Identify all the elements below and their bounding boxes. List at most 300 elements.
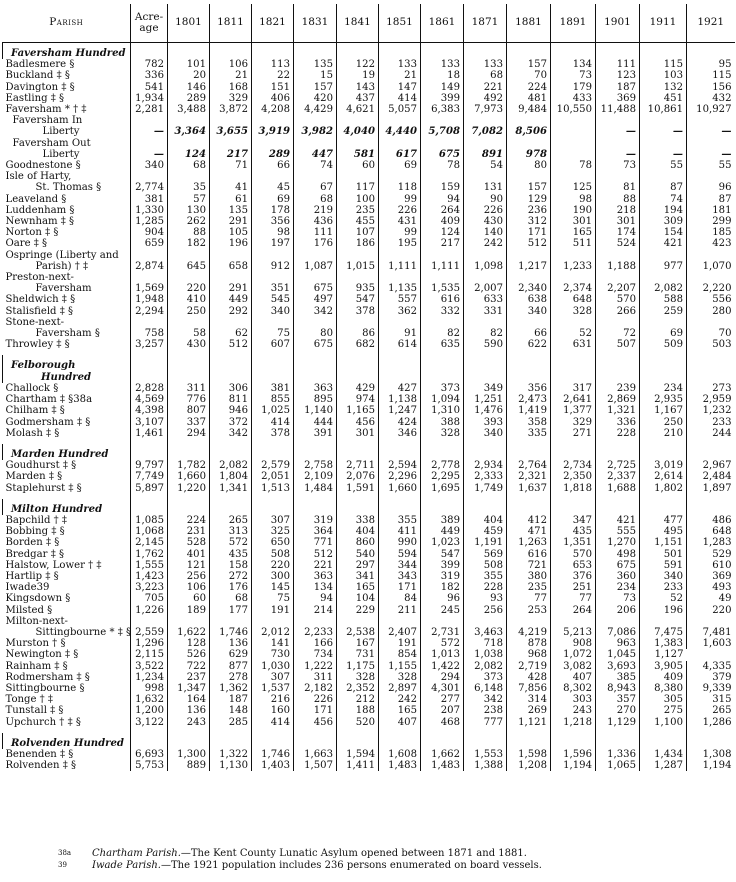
empty-cell bbox=[294, 733, 337, 749]
value-cell bbox=[210, 250, 252, 261]
value-cell: 146 bbox=[168, 82, 210, 93]
value-cell: 342 bbox=[294, 306, 337, 317]
empty-cell bbox=[168, 444, 210, 460]
value-cell: 963 bbox=[596, 638, 640, 649]
value-cell: 369 bbox=[596, 93, 640, 104]
value-cell: 594 bbox=[379, 549, 421, 560]
value-cell: 509 bbox=[640, 339, 687, 355]
value-cell bbox=[421, 272, 464, 283]
value-cell: 285 bbox=[210, 717, 252, 733]
value-cell: 501 bbox=[640, 549, 687, 560]
value-cell bbox=[687, 272, 735, 283]
value-cell: 1,140 bbox=[294, 405, 337, 416]
value-cell: 6,148 bbox=[464, 683, 507, 694]
footnote-mark: 38a bbox=[58, 849, 72, 857]
table-row bbox=[3, 115, 735, 137]
value-cell bbox=[379, 171, 421, 182]
value-cell: 80 bbox=[507, 160, 551, 171]
value-cell: 477 bbox=[640, 515, 687, 526]
empty-cell bbox=[551, 372, 596, 383]
table-row bbox=[3, 306, 735, 317]
value-cell: 177 bbox=[210, 605, 252, 616]
value-cell: 1,537 bbox=[252, 683, 294, 694]
value-cell: 145 bbox=[252, 582, 294, 593]
empty-cell bbox=[421, 733, 464, 749]
value-cell: 771 bbox=[294, 537, 337, 548]
value-cell: 512 bbox=[210, 339, 252, 355]
value-cell: 435 bbox=[551, 526, 596, 537]
value-cell bbox=[421, 250, 464, 261]
empty-cell bbox=[551, 444, 596, 460]
parish-label: Newington ‡ § bbox=[5, 649, 79, 661]
column-header: Acre-age bbox=[131, 4, 168, 43]
value-cell: 158 bbox=[210, 560, 252, 571]
empty-cell bbox=[252, 372, 294, 383]
empty-cell bbox=[337, 355, 379, 371]
value-cell: 633 bbox=[464, 294, 507, 305]
table-row bbox=[3, 661, 735, 672]
empty-cell bbox=[507, 444, 551, 460]
empty-cell bbox=[640, 355, 687, 371]
value-cell: 210 bbox=[640, 428, 687, 444]
value-cell: 492 bbox=[464, 93, 507, 104]
value-cell: 149 bbox=[421, 82, 464, 93]
value-cell: 2,959 bbox=[687, 394, 735, 405]
value-cell: 305 bbox=[640, 694, 687, 705]
value-cell: 358 bbox=[507, 417, 551, 428]
value-cell: 272 bbox=[210, 571, 252, 582]
value-cell: 399 bbox=[421, 560, 464, 571]
value-cell: 87 bbox=[687, 194, 735, 205]
value-cell: 207 bbox=[421, 705, 464, 716]
value-cell: 511 bbox=[551, 238, 596, 249]
value-cell: 569 bbox=[464, 549, 507, 560]
table-row bbox=[3, 138, 735, 160]
hundred-heading-row bbox=[3, 372, 735, 383]
value-cell: 4,335 bbox=[687, 661, 735, 672]
value-cell: 891 bbox=[464, 138, 507, 160]
value-cell: 21 bbox=[210, 70, 252, 81]
parish-label: Faversham Out bbox=[12, 137, 91, 149]
empty-cell bbox=[252, 444, 294, 460]
empty-cell bbox=[507, 355, 551, 371]
value-cell: 998 bbox=[131, 683, 168, 694]
value-cell bbox=[252, 171, 294, 182]
parish-label: Davington ‡ § bbox=[5, 81, 75, 93]
empty-cell bbox=[337, 733, 379, 749]
value-cell: 1,234 bbox=[131, 672, 168, 683]
value-cell: 111 bbox=[294, 227, 337, 238]
table-row bbox=[3, 261, 735, 272]
value-cell: 1,553 bbox=[464, 749, 507, 760]
empty-cell bbox=[337, 43, 379, 60]
table-row bbox=[3, 383, 735, 394]
footnote-heading: Iwade Parish. bbox=[92, 859, 161, 871]
value-cell: 10,861 bbox=[640, 104, 687, 115]
value-cell: 378 bbox=[337, 306, 379, 317]
table-row bbox=[3, 394, 735, 405]
value-cell: 1,167 bbox=[640, 405, 687, 416]
value-cell: 167 bbox=[337, 638, 379, 649]
value-cell bbox=[168, 171, 210, 182]
value-cell: 107 bbox=[337, 227, 379, 238]
value-cell bbox=[551, 115, 596, 137]
value-cell: 1,688 bbox=[596, 483, 640, 499]
hundred-name: Felborough bbox=[3, 355, 131, 371]
column-header: 1801 bbox=[168, 4, 210, 43]
value-cell: 524 bbox=[596, 238, 640, 249]
value-cell: 2,934 bbox=[464, 460, 507, 471]
parish-label: Bapchild † ‡ bbox=[5, 514, 67, 526]
value-cell bbox=[252, 616, 294, 627]
value-cell: 309 bbox=[640, 216, 687, 227]
value-cell: 135 bbox=[210, 205, 252, 216]
value-cell: 244 bbox=[687, 428, 735, 444]
value-cell: 1,286 bbox=[687, 717, 735, 733]
value-cell: 7,749 bbox=[131, 471, 168, 482]
empty-cell bbox=[421, 444, 464, 460]
empty-cell bbox=[464, 355, 507, 371]
value-cell: 228 bbox=[464, 582, 507, 593]
value-cell: 629 bbox=[210, 649, 252, 660]
value-cell: 2,296 bbox=[379, 471, 421, 482]
value-cell: 78 bbox=[551, 160, 596, 171]
value-cell: 165 bbox=[379, 705, 421, 716]
parish-name bbox=[3, 250, 131, 261]
value-cell bbox=[252, 272, 294, 283]
value-cell: 72 bbox=[596, 328, 640, 339]
column-header: 1911 bbox=[640, 4, 687, 43]
value-cell: 2,350 bbox=[551, 471, 596, 482]
value-cell: 136 bbox=[210, 638, 252, 649]
empty-cell bbox=[131, 43, 168, 60]
value-cell: 171 bbox=[507, 227, 551, 238]
value-cell: 55 bbox=[640, 160, 687, 171]
value-cell: 978 bbox=[507, 138, 551, 160]
value-cell bbox=[551, 616, 596, 627]
value-cell: 123 bbox=[596, 70, 640, 81]
value-cell bbox=[210, 616, 252, 627]
value-cell: 196 bbox=[210, 238, 252, 249]
value-cell: 217 bbox=[210, 138, 252, 160]
parish-label: Stalisfield ‡ § bbox=[5, 305, 74, 317]
parish-label-cont: Liberty bbox=[42, 148, 80, 160]
table-row bbox=[3, 549, 735, 560]
value-cell: 807 bbox=[168, 405, 210, 416]
value-cell: 104 bbox=[337, 593, 379, 604]
value-cell: 300 bbox=[252, 571, 294, 582]
value-cell: 159 bbox=[421, 182, 464, 193]
empty-cell bbox=[131, 733, 168, 749]
value-cell: 84 bbox=[379, 593, 421, 604]
value-cell: 315 bbox=[687, 694, 735, 705]
value-cell: 355 bbox=[464, 571, 507, 582]
value-cell: 1,151 bbox=[640, 537, 687, 548]
value-cell: 414 bbox=[252, 717, 294, 733]
value-cell: 98 bbox=[252, 227, 294, 238]
value-cell: 581 bbox=[337, 138, 379, 160]
value-cell: 61 bbox=[210, 194, 252, 205]
parish-name bbox=[3, 306, 131, 317]
value-cell: 363 bbox=[294, 383, 337, 394]
value-cell: 2,082 bbox=[210, 460, 252, 471]
parish-name bbox=[3, 627, 131, 638]
value-cell: 421 bbox=[596, 515, 640, 526]
value-cell: 1,411 bbox=[337, 760, 379, 771]
parish-name bbox=[3, 515, 131, 526]
value-cell: 289 bbox=[168, 93, 210, 104]
value-cell: 1,660 bbox=[168, 471, 210, 482]
value-cell: 277 bbox=[421, 694, 464, 705]
value-cell: 157 bbox=[294, 82, 337, 93]
value-cell: 638 bbox=[507, 294, 551, 305]
value-cell bbox=[337, 272, 379, 283]
value-cell: 935 bbox=[337, 283, 379, 294]
value-cell: — bbox=[640, 115, 687, 137]
empty-cell bbox=[210, 355, 252, 371]
table-row bbox=[3, 216, 735, 227]
value-cell: 675 bbox=[294, 339, 337, 355]
empty-cell bbox=[337, 372, 379, 383]
header-row bbox=[3, 4, 735, 43]
value-cell: 49 bbox=[687, 593, 735, 604]
value-cell: 1,226 bbox=[131, 605, 168, 616]
table-row bbox=[3, 182, 735, 193]
value-cell: — bbox=[596, 115, 640, 137]
value-cell: 734 bbox=[294, 649, 337, 660]
value-cell: 306 bbox=[210, 383, 252, 394]
table-row bbox=[3, 205, 735, 216]
value-cell: 256 bbox=[168, 571, 210, 582]
value-cell: 341 bbox=[337, 571, 379, 582]
empty-cell bbox=[379, 733, 421, 749]
value-cell: 188 bbox=[337, 705, 379, 716]
parish-label: Newnham ‡ § bbox=[5, 216, 75, 228]
footnote-text: —The Kent County Lunatic Asylum opened between 1871 and 1881. bbox=[180, 848, 527, 859]
value-cell bbox=[687, 616, 735, 627]
value-cell: 2,333 bbox=[464, 471, 507, 482]
parish-label: Tonge † ‡ bbox=[5, 694, 53, 706]
parish-label: Benenden ‡ § bbox=[5, 748, 74, 760]
value-cell: 777 bbox=[464, 717, 507, 733]
value-cell: 508 bbox=[252, 549, 294, 560]
value-cell bbox=[687, 250, 735, 261]
value-cell: 512 bbox=[507, 238, 551, 249]
value-cell: 1,330 bbox=[131, 205, 168, 216]
value-cell: 1,695 bbox=[421, 483, 464, 499]
value-cell: 235 bbox=[337, 205, 379, 216]
value-cell: 2,220 bbox=[687, 283, 735, 294]
value-cell: 141 bbox=[252, 638, 294, 649]
value-cell: 389 bbox=[421, 515, 464, 526]
value-cell: 1,194 bbox=[551, 760, 596, 771]
hundred-name: Marden Hundred bbox=[3, 444, 131, 460]
value-cell: 404 bbox=[464, 515, 507, 526]
value-cell: 2,281 bbox=[131, 104, 168, 115]
value-cell: 3,257 bbox=[131, 339, 168, 355]
value-cell: 854 bbox=[379, 649, 421, 660]
column-header: 1901 bbox=[596, 4, 640, 43]
parish-name bbox=[3, 216, 131, 227]
table-row bbox=[3, 82, 735, 93]
value-cell: 342 bbox=[210, 428, 252, 444]
value-cell: 1,483 bbox=[421, 760, 464, 771]
parish-name bbox=[3, 460, 131, 471]
value-cell: 93 bbox=[464, 593, 507, 604]
value-cell: 512 bbox=[294, 549, 337, 560]
value-cell: 645 bbox=[168, 261, 210, 272]
parish-label: Staplehurst ‡ § bbox=[5, 482, 82, 494]
column-header-parish: Parish bbox=[3, 4, 131, 43]
value-cell: 1,023 bbox=[421, 537, 464, 548]
value-cell bbox=[596, 250, 640, 261]
value-cell: 20 bbox=[168, 70, 210, 81]
value-cell: 1,208 bbox=[507, 760, 551, 771]
empty-cell bbox=[210, 444, 252, 460]
empty-cell bbox=[210, 499, 252, 515]
value-cell: 455 bbox=[337, 216, 379, 227]
parish-name bbox=[3, 405, 131, 416]
value-cell: 289 bbox=[252, 138, 294, 160]
value-cell bbox=[131, 272, 168, 283]
value-cell: 372 bbox=[210, 417, 252, 428]
table-row bbox=[3, 339, 735, 355]
value-cell: 231 bbox=[168, 526, 210, 537]
value-cell: 343 bbox=[379, 571, 421, 582]
value-cell: 22 bbox=[252, 70, 294, 81]
value-cell: 7,082 bbox=[464, 115, 507, 137]
parish-label: Iwade39 bbox=[5, 582, 50, 594]
empty-cell bbox=[210, 372, 252, 383]
parish-name bbox=[3, 383, 131, 394]
value-cell: 5,753 bbox=[131, 760, 168, 771]
value-cell bbox=[596, 272, 640, 283]
table-row bbox=[3, 328, 735, 339]
value-cell: 55 bbox=[687, 160, 735, 171]
value-cell: 1,287 bbox=[640, 760, 687, 771]
value-cell: 1,065 bbox=[596, 760, 640, 771]
value-cell: 1,232 bbox=[687, 405, 735, 416]
value-cell: 8,506 bbox=[507, 115, 551, 137]
value-cell: 178 bbox=[252, 205, 294, 216]
value-cell: 7,481 bbox=[687, 627, 735, 638]
value-cell: 140 bbox=[464, 227, 507, 238]
value-cell: 1,218 bbox=[551, 717, 596, 733]
value-cell: 317 bbox=[551, 383, 596, 394]
empty-cell bbox=[507, 733, 551, 749]
value-cell: — bbox=[131, 138, 168, 160]
empty-cell bbox=[464, 43, 507, 60]
parish-label: Throwley ‡ § bbox=[5, 339, 70, 351]
value-cell: 8,380 bbox=[640, 683, 687, 694]
value-cell: 855 bbox=[252, 394, 294, 405]
value-cell: 1,111 bbox=[379, 261, 421, 272]
value-cell: 69 bbox=[252, 194, 294, 205]
value-cell bbox=[421, 317, 464, 328]
empty-cell bbox=[596, 372, 640, 383]
hundred-heading-row bbox=[3, 499, 735, 515]
value-cell: 82 bbox=[421, 328, 464, 339]
value-cell: 331 bbox=[464, 306, 507, 317]
value-cell: 77 bbox=[507, 593, 551, 604]
value-cell: 314 bbox=[507, 694, 551, 705]
value-cell: 1,362 bbox=[210, 683, 252, 694]
value-cell: 96 bbox=[421, 593, 464, 604]
table-row bbox=[3, 171, 735, 182]
value-cell: 1,300 bbox=[168, 749, 210, 760]
value-cell: 860 bbox=[337, 537, 379, 548]
value-cell: 86 bbox=[337, 328, 379, 339]
value-cell: 294 bbox=[421, 672, 464, 683]
value-cell: 182 bbox=[168, 238, 210, 249]
value-cell: 1,596 bbox=[551, 749, 596, 760]
value-cell: 1,087 bbox=[294, 261, 337, 272]
value-cell: 616 bbox=[507, 549, 551, 560]
value-cell: 401 bbox=[168, 549, 210, 560]
value-cell: 245 bbox=[421, 605, 464, 616]
value-cell: 160 bbox=[252, 705, 294, 716]
value-cell: 91 bbox=[379, 328, 421, 339]
value-cell bbox=[464, 171, 507, 182]
value-cell: 77 bbox=[551, 593, 596, 604]
value-cell: — bbox=[640, 138, 687, 160]
table-row bbox=[3, 582, 735, 593]
value-cell: 495 bbox=[640, 526, 687, 537]
empty-cell bbox=[640, 43, 687, 60]
value-cell: 409 bbox=[640, 672, 687, 683]
parish-name bbox=[3, 593, 131, 604]
value-cell bbox=[294, 250, 337, 261]
value-cell: 189 bbox=[168, 605, 210, 616]
empty-cell bbox=[687, 43, 735, 60]
value-cell: 974 bbox=[337, 394, 379, 405]
value-cell: 206 bbox=[596, 605, 640, 616]
value-cell: 429 bbox=[337, 383, 379, 394]
value-cell: 71 bbox=[210, 160, 252, 171]
parish-name bbox=[3, 261, 131, 272]
value-cell: 877 bbox=[210, 661, 252, 672]
value-cell: 340 bbox=[507, 306, 551, 317]
value-cell: 239 bbox=[596, 383, 640, 394]
value-cell: 1,660 bbox=[379, 483, 421, 499]
value-cell: 191 bbox=[252, 605, 294, 616]
value-cell: 471 bbox=[507, 526, 551, 537]
parish-name bbox=[3, 283, 131, 294]
value-cell: 1,251 bbox=[464, 394, 507, 405]
value-cell: 373 bbox=[421, 383, 464, 394]
value-cell: 541 bbox=[131, 82, 168, 93]
value-cell: 195 bbox=[379, 238, 421, 249]
value-cell bbox=[596, 616, 640, 627]
value-cell: 196 bbox=[640, 605, 687, 616]
value-cell bbox=[168, 250, 210, 261]
value-cell: 1,068 bbox=[131, 526, 168, 537]
empty-cell bbox=[687, 499, 735, 515]
value-cell: 4,301 bbox=[421, 683, 464, 694]
value-cell: 730 bbox=[252, 649, 294, 660]
value-cell: 342 bbox=[464, 694, 507, 705]
value-cell: 1,934 bbox=[131, 93, 168, 104]
value-cell: 380 bbox=[507, 571, 551, 582]
value-cell: 540 bbox=[337, 549, 379, 560]
parish-name bbox=[3, 417, 131, 428]
value-cell: 782 bbox=[131, 59, 168, 70]
value-cell: 9,339 bbox=[687, 683, 735, 694]
value-cell: 356 bbox=[507, 383, 551, 394]
footnote-text: —The 1921 population includes 236 persons enumerated on board vessels. bbox=[160, 859, 542, 871]
value-cell bbox=[596, 317, 640, 328]
value-cell bbox=[252, 317, 294, 328]
